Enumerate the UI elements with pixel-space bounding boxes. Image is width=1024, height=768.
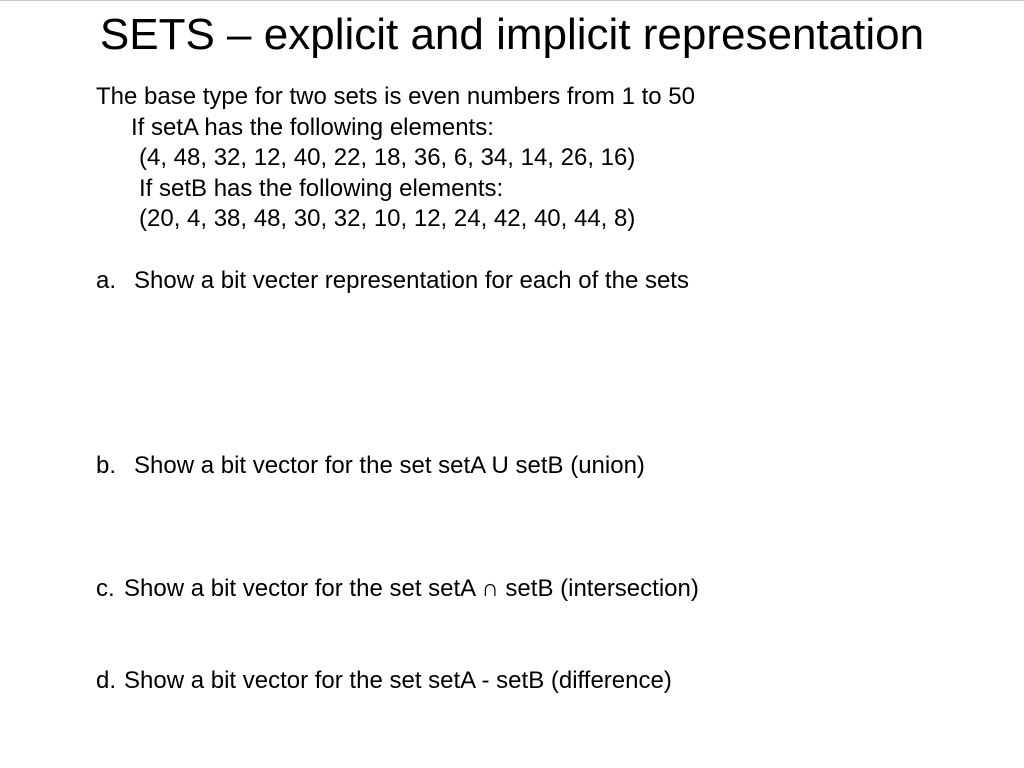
question-text: Show a bit vector for the set setA U setB (union) — [134, 452, 645, 479]
question-b — [96, 451, 645, 481]
question-a — [96, 266, 689, 296]
set-a-elements: (4, 48, 32, 12, 40, 22, 18, 36, 6, 34, 14, 26, 16) — [139, 144, 636, 171]
slide-title: SETS – explicit and implicit representation — [99, 10, 925, 59]
question-marker: d. — [96, 667, 117, 694]
question-text: Show a bit vector for the set setA ∩ setB (intersection) — [124, 575, 699, 602]
top-border — [0, 0, 1024, 1]
question-marker: a. — [96, 267, 117, 294]
set-b-elements: (20, 4, 38, 48, 30, 32, 10, 12, 24, 42, 40, 44, 8) — [139, 205, 636, 232]
question-text: Show a bit vector for the set setA - setB (difference) — [124, 667, 672, 694]
question-c — [96, 574, 699, 604]
question-marker: c. — [96, 575, 115, 602]
intro-text: The base type for two sets is even numbers from 1 to 50 — [96, 83, 695, 110]
question-marker: b. — [96, 452, 117, 479]
question-text: Show a bit vecter representation for each of the sets — [134, 267, 689, 294]
set-a-label: If setA has the following elements: — [131, 114, 494, 141]
question-d — [96, 666, 672, 696]
set-b-label: If setB has the following elements: — [139, 175, 504, 202]
